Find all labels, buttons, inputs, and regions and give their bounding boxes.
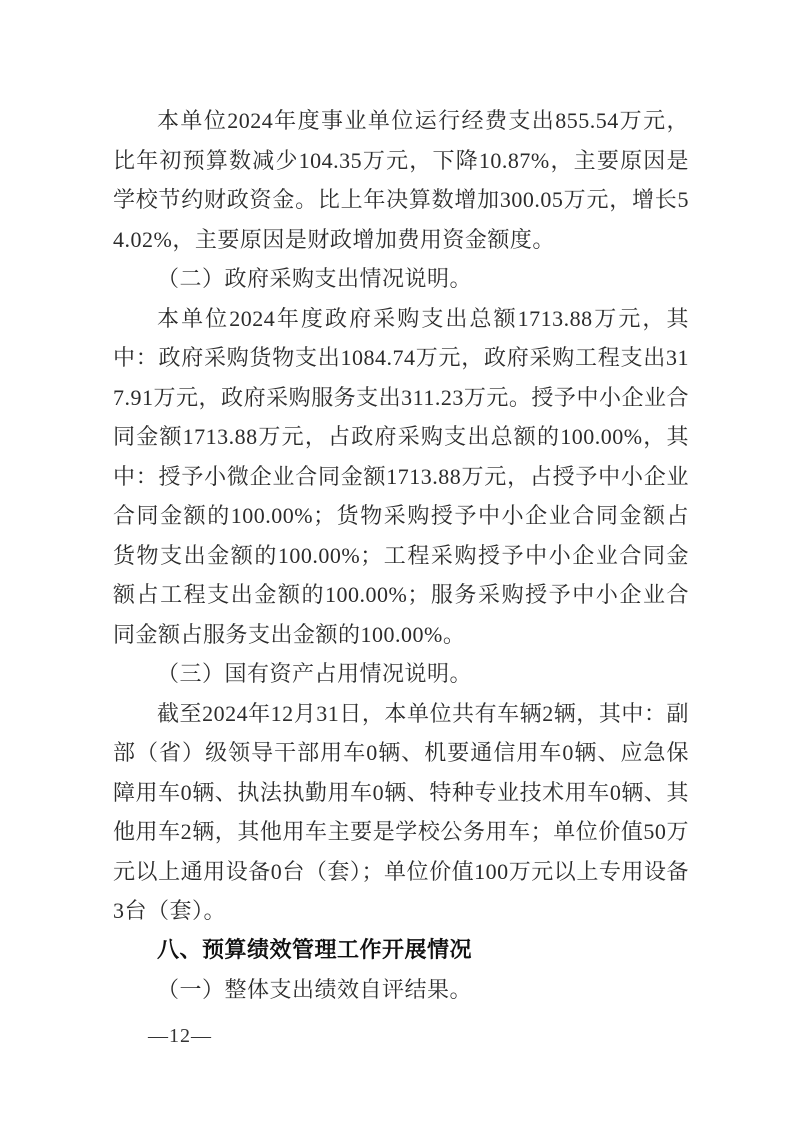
section-8-heading: 八、预算绩效管理工作开展情况 <box>157 937 473 963</box>
page-content <box>113 101 689 1010</box>
section-8-1-subtitle: （一）整体支出绩效自评结果。 <box>157 977 473 1002</box>
state-assets-paragraph: 截至2024年12月31日，本单位共有车辆2辆，其中：副部（省）级领导干部用车0辆、机要通信用车0辆、应急保障用车0辆、执法执勤用车0辆、特种专业技术用车0辆、其他用车2辆，其他用车主要是学校公务用车；单位价值50万元以上通用设备0台（套）；单位价值100万元以上专用设备 3台（套）。 <box>113 700 689 923</box>
section-2-subtitle: （二）政府采购支出情况说明。 <box>157 266 473 291</box>
page-number: —12— <box>148 1025 212 1047</box>
government-procurement-paragraph: 本单位2024年度政府采购支出总额1713.88万元，其中：政府采购货物支出1084.74万元，政府采购工程支出317.91万元，政府采购服务支出311.23万元。授予中小企业合同金额1713.88万元，占政府采购支出总额的100.00%，其中：授予小微企业合同金额1713.88万元，占授予中小企业合同金额的100.00%；货物采购授予中小企业合同金额占货物支出金额的100.00%；工程采购授予中小企业合同金额占工程支出金额的100.00%；服务采购授予中小企业合同金额占服务支出金额的100.00%。 <box>113 305 689 647</box>
section-3-subtitle: （三）国有资产占用情况说明。 <box>157 661 473 686</box>
operating-expenses-paragraph: 本单位2024年度事业单位运行经费支出855.54万元，比年初预算数减少104.35万元，下降10.87%，主要原因是学校节约财政资金。比上年决算数增加300.05万元，增长54.02%，主要原因是财政增加费用资金额度。 <box>113 108 689 252</box>
